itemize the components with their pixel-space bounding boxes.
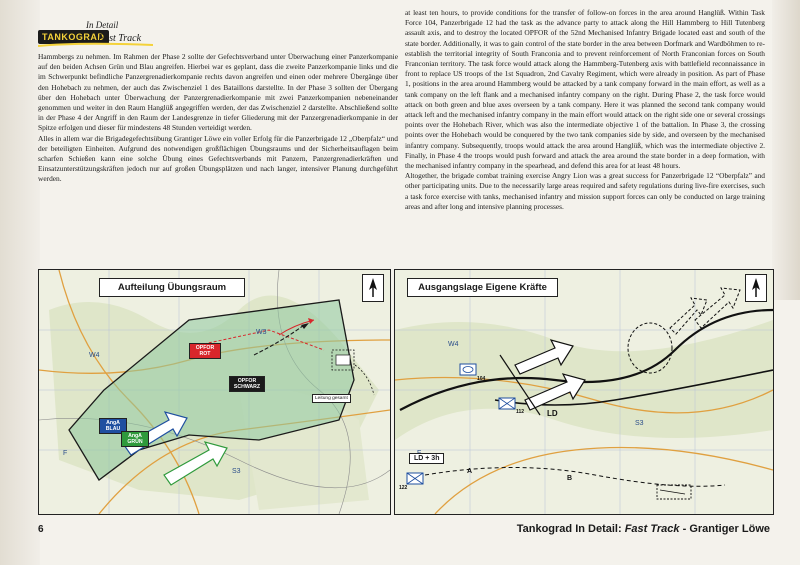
map-title: Aufteilung Übungsraum <box>99 278 245 297</box>
logo-brand: TANKOGRAD <box>38 30 109 44</box>
logo-fast-track: Fast Track <box>98 33 142 44</box>
map-title: Ausgangslage Eigene Kräfte <box>407 278 558 297</box>
north-arrow-icon <box>745 274 767 302</box>
map-initial-situation <box>394 269 774 515</box>
map-background <box>39 270 390 514</box>
grid-label: W4 <box>89 352 100 359</box>
page-edge-shading <box>0 0 40 565</box>
unit-number: 112 <box>516 409 525 415</box>
logo-in-detail: In Detail <box>86 20 119 30</box>
grid-label: W4 <box>448 341 459 348</box>
label-b: B <box>567 475 573 482</box>
label-a: A <box>467 468 473 475</box>
map-training-area <box>38 269 391 515</box>
unit-anga-blau: AngA BLAU <box>99 418 127 434</box>
logo-swoosh-icon <box>38 42 153 48</box>
unit-anga-gruen: AngA GRÜN <box>121 431 149 447</box>
grid-label: S3 <box>635 420 644 427</box>
footer-title-suffix: - Grantiger Löwe <box>682 523 770 535</box>
label-ld: LD <box>547 409 558 418</box>
map-background <box>395 270 773 514</box>
badge-ld-plus-3h: LD + 3h <box>409 453 444 464</box>
unit-number: 122 <box>399 485 408 491</box>
paragraph: Alles in allem war die Brigadegefechtsübung Grantiger Löwe ein voller Erfolg für die Panzerbrigade 12 „Oberpfalz“ und der beteiligten Einheiten. Aufgrund des notwendigen großflächigen Übungsraums und der Sicherheitsauflagen beim scharfen Schießen kann eine solche Übung eines Gefechtsverbands mit Panzern, Panzergrenadierkräften und Einsatzunterstützungskräften jedoch nur auf großen Übungsplätzen und nach langer, intensiver Planung durchgeführt werden. <box>38 133 398 184</box>
paragraph: at least ten hours, to provide conditions for the transfer of follow-on forces in the area around Hanglüß. Within Task Force 104, Panzerbrigade 12 had the task as the advance party to attack along the Hill Hammberg to Hill Tutenberg assault axis, and to destroy the located OPFOR of the 52nd Mechanised Infantry Brigade located east and south of the state border. Additionally, it was to gain control of the state border in the area between Dorfmark and Wardböhmen to re-establish the territorial integrity of South Franconia and to prevent reinforcement of North Franconian forces on South Franconian territory. The task force would attack along the Hammberg-Tutenberg axis with battlefield reconnaissance in front to replace US troops of the 1st Squadron, 2nd Cavalry Regiment, which were already in position. As part of Phase 1, positions in the area around Hammberg would be attacked by a tank company forward in the main effort, as well as a tank company on the left flank and a mechanised infantry company on the right. During Phase 2, the task force would attack on both green and blue axes overseen by a tank company. Here it was planned the second tank company would attack left and the mechanised infantry company in the main effort would attack on the right side one or several crossings points over the Hohebach River, which was also the intermediate objective 1 of the battalion. In Phase 3, the crossing points over the Hohebach would be conquered by the two tank companies side by side, and overseen by the mechanised infantry company. Subsequently, troops would attack the area around Hanglüß, which was the intermediate objective 2. Finally, in Phase 4 the troops would push forward and attack the area around the state border in a deep formation, with the mechanised infantry company in the spearhead, and defend this area for at least 48 hours. <box>405 8 765 171</box>
unit-number: 104 <box>477 376 486 382</box>
footer-title-italic: Fast Track <box>624 523 680 535</box>
paragraph: Hammbergs zu nehmen. Im Rahmen der Phase 2 sollte der Gefechtsverband unter Überwachung einer Panzerkompanie auf den beiden Achsen Grün und Blau angreifen. Hierbei war es geplant, dass die zweite Panzerkompanie links und die im Schwerpunkt befindliche Panzergrenadierkompanie rechts davon angreifen und einen oder mehrere Übergänge über den Hohebach zu nehmen, der auch das Zwischenziel 1 des Bataillons darstellte. In der Phase 3 sollten der Übergang über den Hohebach unter Überwachung der Panzergrenadierkompanie mit zwei Panzerkompanien nebeneinander genommen und weiter in den Raum Hanglüß angegriffen werden, der das Zwischenziel 2 darstellte. Abschließend sollte in der Phase 4 der Angriff in den Raum der Landesgrenze in tiefer Gliederung mit der Panzergrenadierkompanie in der Spitze erfolgen und dieser für mindestens 48 Stunden verteidigt werden. <box>38 52 398 133</box>
unit-opfor-schwarz: OPFOR SCHWARZ <box>229 376 265 392</box>
paragraph: Altogether, the brigade combat training exercise Angry Lion was a great success for Panzerbrigade 12 “Oberpfalz” and other participating units. Due to the necessarily large areas required and safety regulations during live-fire exercises, such a task force exercise with tanks, mechanised infantry and mission support forces can only be conducted on large training areas and after long and intensive planning processes. <box>405 171 765 211</box>
page-number: 6 <box>38 524 44 535</box>
tankograd-logo <box>38 20 158 48</box>
grid-label: S3 <box>232 468 241 475</box>
footer-title-prefix: Tankograd In Detail: <box>516 523 622 535</box>
grid-label: F <box>63 450 68 457</box>
grid-label: W3 <box>256 329 267 336</box>
text-column-english <box>405 8 765 212</box>
page-edge-shading-right <box>772 0 800 300</box>
text-column-german <box>38 52 398 185</box>
label-leitung-gesamt: Leitung gesamt <box>312 394 351 403</box>
footer-title <box>517 523 770 535</box>
unit-opfor-rot: OPFOR ROT <box>189 343 221 359</box>
north-arrow-icon <box>362 274 384 302</box>
